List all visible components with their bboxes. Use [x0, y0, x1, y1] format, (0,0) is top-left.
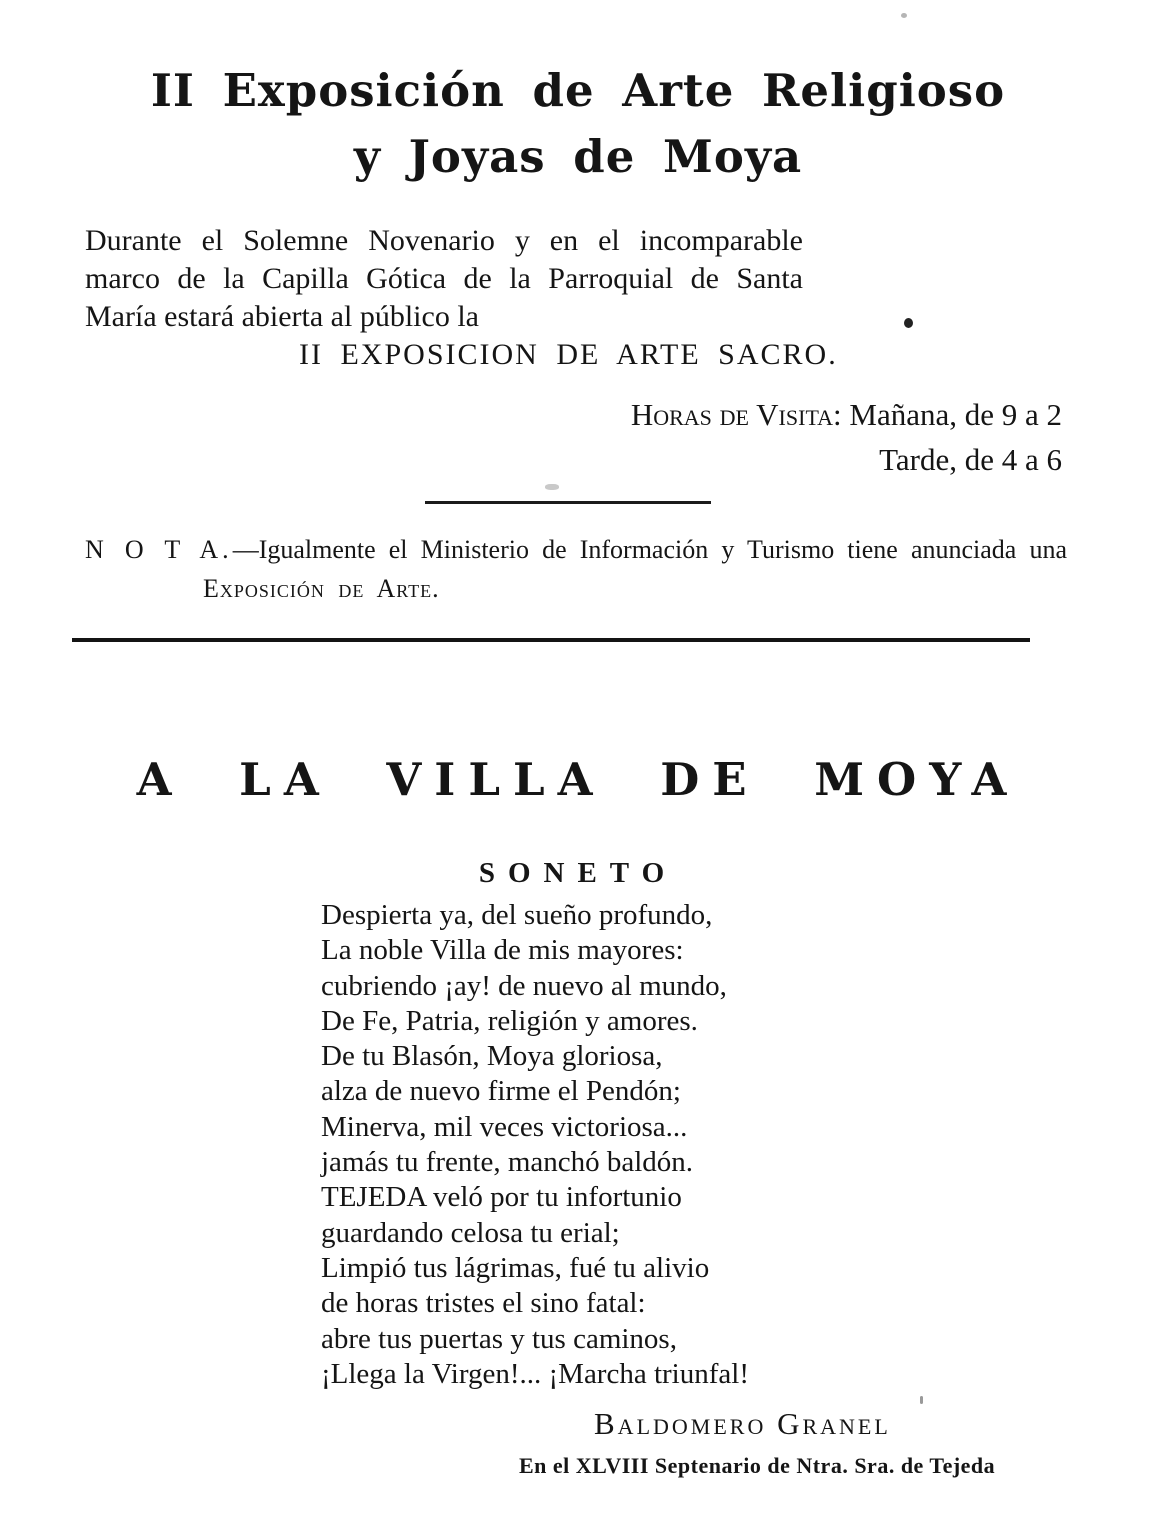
sonnet-line: guardando celosa tu erial;: [321, 1216, 620, 1249]
scan-speck: [901, 13, 907, 18]
sonnet-line: Minerva, mil veces victoriosa...: [321, 1110, 688, 1143]
short-divider-rule: [425, 501, 711, 504]
scan-smudge: [545, 484, 559, 490]
poem-author: Baldomero Granel: [594, 1406, 891, 1441]
sonnet-line: ¡Llega la Virgen!... ¡Marcha triunfal!: [321, 1357, 749, 1390]
sonnet-line: TEJEDA veló por tu infortunio: [321, 1181, 682, 1214]
sonnet-line: La noble Villa de mis mayores:: [321, 934, 684, 967]
sonnet-text: [321, 898, 749, 1392]
sonnet-line: abre tus puertas y tus caminos,: [321, 1322, 677, 1355]
intro-line-2: marco de la Capilla Gótica de la Parroquial de Santa: [85, 262, 803, 295]
nota-section: [85, 530, 1067, 608]
nota-line-2: Exposición de Arte.: [203, 574, 440, 603]
visiting-hours-line-1: [631, 392, 1062, 437]
sonnet-line: cubriendo ¡ay! de nuevo al mundo,: [321, 969, 727, 1002]
document-title-line-2: y Joyas de Moya: [353, 130, 803, 184]
poem-subtitle: SONETO: [478, 857, 678, 889]
intro-paragraph: [85, 222, 838, 374]
sonnet-line: De tu Blasón, Moya gloriosa,: [321, 1040, 663, 1073]
intro-line-1: Durante el Solemne Novenario y en el incomparable: [85, 224, 803, 257]
sonnet-line: jamás tu frente, manchó baldón.: [321, 1146, 694, 1179]
sonnet-line: De Fe, Patria, religión y amores.: [321, 1004, 698, 1037]
visiting-hours-line-2: Tarde, de 4 a 6: [879, 442, 1062, 477]
scan-speck: [920, 1396, 923, 1404]
document-title-line-1: II Exposición de Arte Religioso: [150, 64, 1006, 118]
ink-dot: [904, 318, 913, 328]
visiting-hours: [631, 392, 1062, 482]
intro-line-3: María estará abierta al público la: [85, 300, 479, 333]
poem-footnote: En el XLVIII Septenario de Ntra. Sra. de Tejeda: [519, 1453, 996, 1478]
nota-line-1: [85, 530, 1067, 569]
sonnet-line: de horas tristes el sino fatal:: [321, 1287, 646, 1320]
visiting-hours-morning: Mañana, de 9 a 2: [849, 397, 1062, 432]
document-title: [0, 58, 1156, 190]
poem-title: A LA VILLA DE MOYA: [136, 753, 1020, 807]
nota-text: —Igualmente el Ministerio de Información y Turismo tiene anunciada una: [232, 535, 1067, 564]
long-divider-rule: [72, 638, 1030, 642]
sonnet-line: Despierta ya, del sueño profundo,: [321, 899, 713, 931]
sonnet-line: alza de nuevo firme el Pendón;: [321, 1075, 681, 1108]
exhibition-title-line: II EXPOSICION DE ARTE SACRO.: [299, 338, 838, 371]
nota-label: N O T A.: [85, 535, 233, 564]
sonnet-line: Limpió tus lágrimas, fué tu alivio: [321, 1251, 710, 1284]
visiting-hours-label: Horas de Visita:: [630, 397, 842, 432]
